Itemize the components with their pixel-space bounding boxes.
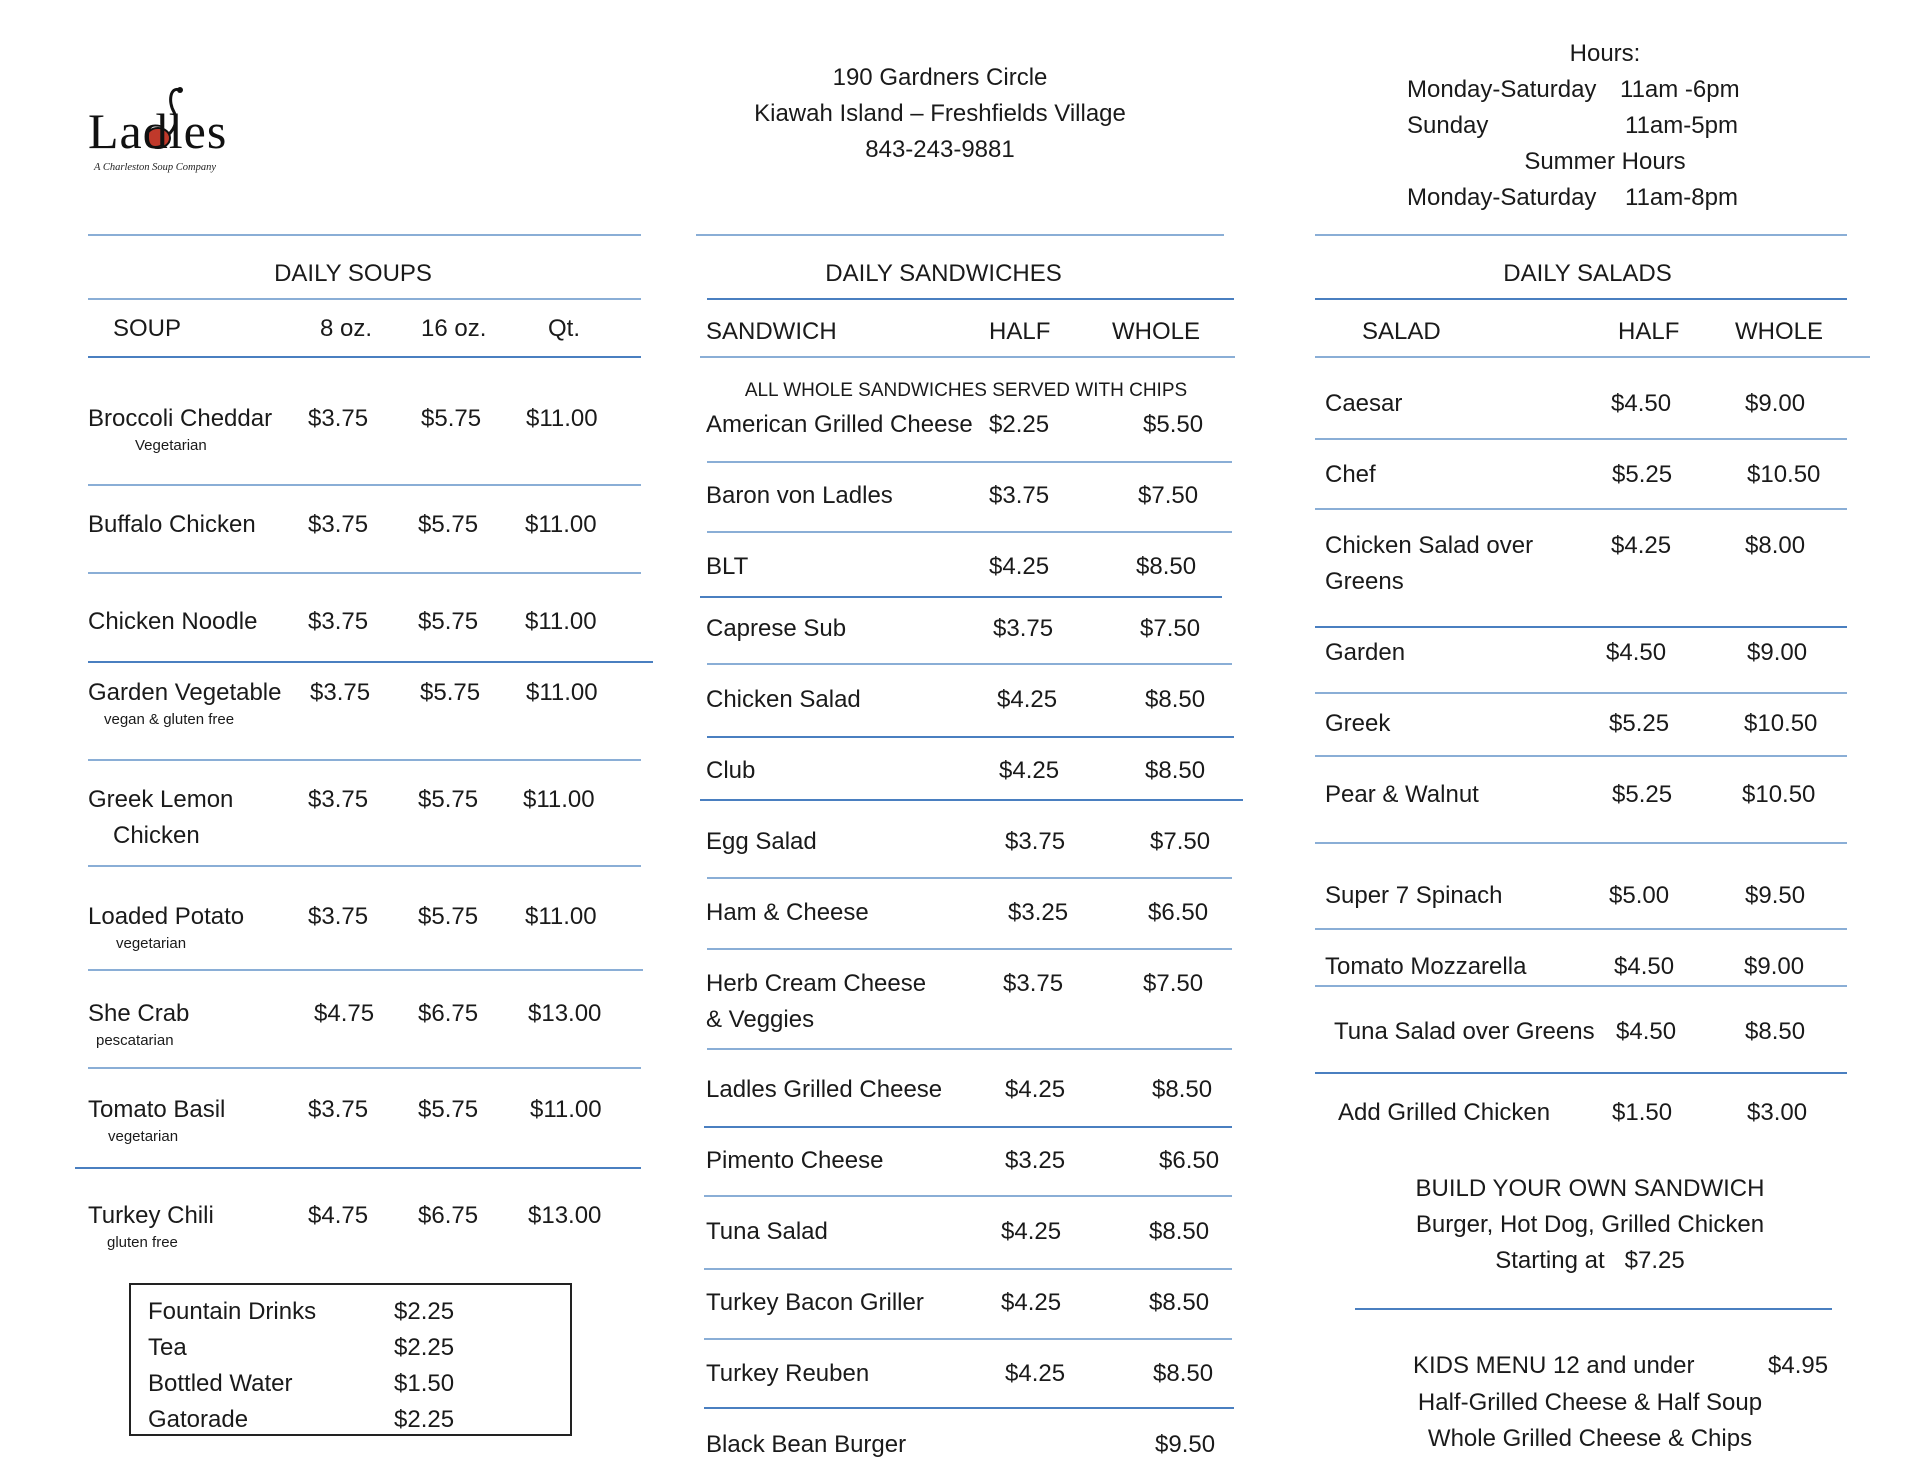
sandwich-price-whole: $7.50: [1138, 482, 1199, 509]
sandwich-name: Caprese Sub: [706, 615, 847, 642]
drink-name: Tea: [148, 1334, 187, 1361]
soup-price-8oz: $3.75: [308, 405, 369, 432]
drink-name: Bottled Water: [148, 1370, 293, 1397]
hours-row: Sunday 11am-5pm: [1407, 112, 1738, 139]
sandwich-price-whole: $8.50: [1149, 1289, 1210, 1316]
salad-name: Pear & Walnut: [1325, 781, 1479, 808]
salad-price-whole: $8.50: [1745, 1018, 1806, 1045]
sandwich-price-half: $3.25: [1008, 899, 1069, 926]
soup-price-8oz: $4.75: [314, 1000, 375, 1027]
sandwich-price-whole: $9.50: [1155, 1431, 1216, 1458]
salad-price-half: $5.25: [1609, 710, 1670, 737]
sandwich-name: Tuna Salad: [706, 1218, 828, 1245]
build-own-price: $7.25: [1624, 1247, 1685, 1274]
address-block: [700, 60, 1180, 168]
salad-price-half: $4.50: [1616, 1018, 1677, 1045]
sandwich-name: & Veggies: [706, 1006, 815, 1033]
soup-name: Tomato Basil: [88, 1096, 226, 1123]
soup-price-16oz: $6.75: [418, 1202, 479, 1229]
sandwich-price-whole: $8.50: [1149, 1218, 1210, 1245]
salad-name: Greek: [1325, 710, 1391, 737]
sandwich-price-half: $3.75: [1003, 970, 1064, 997]
sandwich-price-whole: $8.50: [1153, 1360, 1214, 1387]
salad-price-half: $5.25: [1612, 461, 1673, 488]
soup-diet-note: Vegetarian: [135, 437, 207, 454]
hours-block: [1400, 36, 1790, 216]
salad-name: Caesar: [1325, 390, 1403, 417]
soups-title: DAILY SOUPS: [274, 260, 432, 287]
soup-name: Chicken Noodle: [88, 608, 258, 635]
sandwich-name: Egg Salad: [706, 828, 817, 855]
soups-header-name: SOUP: [113, 315, 182, 342]
salad-price-half: $1.50: [1612, 1099, 1673, 1126]
salad-price-half: $5.00: [1609, 882, 1670, 909]
salad-price-whole: $10.50: [1742, 781, 1816, 808]
salad-price-whole: $10.50: [1744, 710, 1818, 737]
soup-price-16oz: $5.75: [418, 786, 479, 813]
sandwich-price-half: $3.75: [993, 615, 1054, 642]
salad-price-whole: $3.00: [1747, 1099, 1808, 1126]
sandwiches-chips-note: ALL WHOLE SANDWICHES SERVED WITH CHIPS: [744, 380, 1188, 401]
soup-name: Buffalo Chicken: [88, 511, 256, 538]
soup-price-8oz: $3.75: [308, 1096, 369, 1123]
sandwich-price-half: $3.75: [1005, 828, 1066, 855]
sandwich-name: Herb Cream Cheese: [706, 970, 927, 997]
kids-menu-price: $4.95: [1768, 1352, 1829, 1379]
sandwich-price-half: $4.25: [989, 553, 1050, 580]
sandwich-price-whole: $6.50: [1148, 899, 1209, 926]
salads-header-whole: WHOLE: [1735, 318, 1824, 345]
logo-tagline: A Charleston Soup Company: [94, 162, 217, 173]
sandwich-price-whole: $8.50: [1145, 686, 1206, 713]
soup-price-16oz: $5.75: [418, 608, 479, 635]
salad-price-half: $4.50: [1606, 639, 1667, 666]
soup-price-16oz: $5.75: [420, 679, 481, 706]
salad-name: Tomato Mozzarella: [1325, 953, 1527, 980]
kids-menu-title: KIDS MENU 12 and under: [1413, 1352, 1695, 1379]
soup-price-qt: $13.00: [528, 1000, 602, 1027]
kids-menu-option: Whole Grilled Cheese & Chips: [1427, 1425, 1753, 1452]
drink-price: $2.25: [394, 1334, 455, 1361]
salad-name: Tuna Salad over Greens: [1334, 1018, 1595, 1045]
sandwich-price-half: $4.25: [999, 757, 1060, 784]
sandwich-price-whole: $8.50: [1152, 1076, 1213, 1103]
phone-number: 843-243-9881: [865, 136, 1015, 163]
drink-price: $1.50: [394, 1370, 455, 1397]
salads-header-name: SALAD: [1362, 318, 1441, 345]
salad-price-whole: $8.00: [1745, 532, 1806, 559]
soup-price-qt: $11.00: [525, 511, 597, 538]
soup-price-qt: $11.00: [523, 786, 595, 813]
salad-price-half: $5.25: [1612, 781, 1673, 808]
drink-name: Gatorade: [148, 1406, 249, 1433]
soup-price-8oz: $3.75: [308, 608, 369, 635]
salads-header-half: HALF: [1618, 318, 1680, 345]
salad-price-half: $4.50: [1614, 953, 1675, 980]
sandwich-price-whole: $6.50: [1159, 1147, 1220, 1174]
sandwich-price-half: $4.25: [1005, 1076, 1066, 1103]
sandwich-price-half: $4.25: [1005, 1360, 1066, 1387]
sandwich-name: American Grilled Cheese: [706, 411, 973, 438]
soups-header-qt: Qt.: [548, 315, 581, 342]
soup-price-8oz: $3.75: [310, 679, 371, 706]
sandwich-name: Black Bean Burger: [706, 1431, 907, 1458]
sandwiches-header-half: HALF: [989, 318, 1051, 345]
sandwiches-title: DAILY SANDWICHES: [825, 260, 1062, 287]
sandwiches-header-name: SANDWICH: [706, 318, 837, 345]
sandwich-name: BLT: [706, 553, 749, 580]
sandwich-price-half: $3.75: [989, 482, 1050, 509]
build-own-block: [1390, 1171, 1790, 1279]
sandwich-price-whole: $8.50: [1136, 553, 1197, 580]
soup-price-qt: $11.00: [530, 1096, 602, 1123]
summer-hours-title: Summer Hours: [1524, 148, 1686, 175]
sandwich-name: Baron von Ladles: [706, 482, 893, 509]
sandwich-name: Turkey Reuben: [706, 1360, 870, 1387]
ladles-logo: [88, 84, 256, 184]
sandwich-name: Pimento Cheese: [706, 1147, 884, 1174]
sandwiches-header-whole: WHOLE: [1112, 318, 1201, 345]
soup-name: Loaded Potato: [88, 903, 245, 930]
sandwich-price-half: $2.25: [989, 411, 1050, 438]
drink-name: Fountain Drinks: [148, 1298, 317, 1325]
sandwich-price-half: $4.25: [1001, 1218, 1062, 1245]
salad-name: Greens: [1325, 568, 1404, 595]
sandwich-name: Club: [706, 757, 756, 784]
soup-name: She Crab: [88, 1000, 190, 1027]
drink-price: $2.25: [394, 1406, 455, 1433]
sandwich-price-whole: $5.50: [1143, 411, 1204, 438]
soup-name: Chicken: [113, 822, 200, 849]
salad-price-whole: $9.00: [1744, 953, 1805, 980]
sandwich-price-whole: $8.50: [1145, 757, 1206, 784]
summer-hours-row: Monday-Saturday 11am-8pm: [1407, 184, 1738, 211]
soup-price-qt: $13.00: [528, 1202, 602, 1229]
sandwich-price-half: $4.25: [1001, 1289, 1062, 1316]
kids-menu-option: Half-Grilled Cheese & Half Soup: [1417, 1389, 1763, 1416]
soup-name: Broccoli Cheddar: [88, 405, 273, 432]
sandwich-price-whole: $7.50: [1140, 615, 1201, 642]
build-own-price-line: Starting at $7.25: [1495, 1247, 1685, 1274]
hours-title: Hours:: [1569, 40, 1641, 67]
soup-name: Garden Vegetable: [88, 679, 282, 706]
salad-name: Garden: [1325, 639, 1406, 666]
soup-diet-note: vegetarian: [108, 1128, 179, 1145]
soup-name: Greek Lemon: [88, 786, 234, 813]
salads-title: DAILY SALADS: [1503, 260, 1672, 287]
soup-price-16oz: $5.75: [418, 903, 479, 930]
soup-price-8oz: $3.75: [308, 903, 369, 930]
logo-word: Ladles: [88, 103, 228, 159]
salad-name: Chicken Salad over: [1325, 532, 1534, 559]
soup-diet-note: vegetarian: [116, 935, 187, 952]
address-line1: 190 Gardners Circle: [832, 64, 1048, 91]
hours-row: Monday-Saturday 11am -6pm: [1407, 76, 1740, 103]
salad-price-whole: $9.50: [1745, 882, 1806, 909]
salad-price-half: $4.25: [1611, 532, 1672, 559]
salad-name: Chef: [1325, 461, 1376, 488]
build-own-items: Burger, Hot Dog, Grilled Chicken: [1415, 1211, 1765, 1238]
soup-name: Turkey Chili: [88, 1202, 214, 1229]
sandwich-name: Ladles Grilled Cheese: [706, 1076, 943, 1103]
build-own-title: BUILD YOUR OWN SANDWICH: [1415, 1175, 1765, 1202]
sandwich-name: Chicken Salad: [706, 686, 861, 713]
soup-price-qt: $11.00: [526, 679, 598, 706]
soup-diet-note: vegan & gluten free: [104, 711, 235, 728]
sandwich-price-whole: $7.50: [1150, 828, 1211, 855]
soup-price-16oz: $6.75: [418, 1000, 479, 1027]
soup-diet-note: pescatarian: [96, 1032, 174, 1049]
sandwich-price-whole: $7.50: [1143, 970, 1204, 997]
sandwich-price-half: $3.25: [1005, 1147, 1066, 1174]
sandwich-price-half: $4.25: [997, 686, 1058, 713]
soup-price-16oz: $5.75: [418, 511, 479, 538]
salad-name: Add Grilled Chicken: [1338, 1099, 1551, 1126]
salad-price-whole: $10.50: [1747, 461, 1821, 488]
soup-diet-note: gluten free: [107, 1234, 178, 1251]
drink-price: $2.25: [394, 1298, 455, 1325]
soups-header-8oz: 8 oz.: [320, 315, 373, 342]
sandwich-name: Ham & Cheese: [706, 899, 869, 926]
salad-name: Super 7 Spinach: [1325, 882, 1503, 909]
salad-price-half: $4.50: [1611, 390, 1672, 417]
soup-price-16oz: $5.75: [421, 405, 482, 432]
soup-price-16oz: $5.75: [418, 1096, 479, 1123]
sandwich-name: Turkey Bacon Griller: [706, 1289, 924, 1316]
soup-price-8oz: $3.75: [308, 786, 369, 813]
salad-price-whole: $9.00: [1747, 639, 1808, 666]
soup-price-qt: $11.00: [525, 608, 597, 635]
soup-price-qt: $11.00: [525, 903, 597, 930]
soup-price-8oz: $3.75: [308, 511, 369, 538]
soups-header-16oz: 16 oz.: [421, 315, 487, 342]
soup-price-qt: $11.00: [526, 405, 598, 432]
address-line2: Kiawah Island – Freshfields Village: [754, 100, 1126, 127]
kids-menu-options: [1390, 1385, 1790, 1457]
soup-price-8oz: $4.75: [308, 1202, 369, 1229]
salad-price-whole: $9.00: [1745, 390, 1806, 417]
